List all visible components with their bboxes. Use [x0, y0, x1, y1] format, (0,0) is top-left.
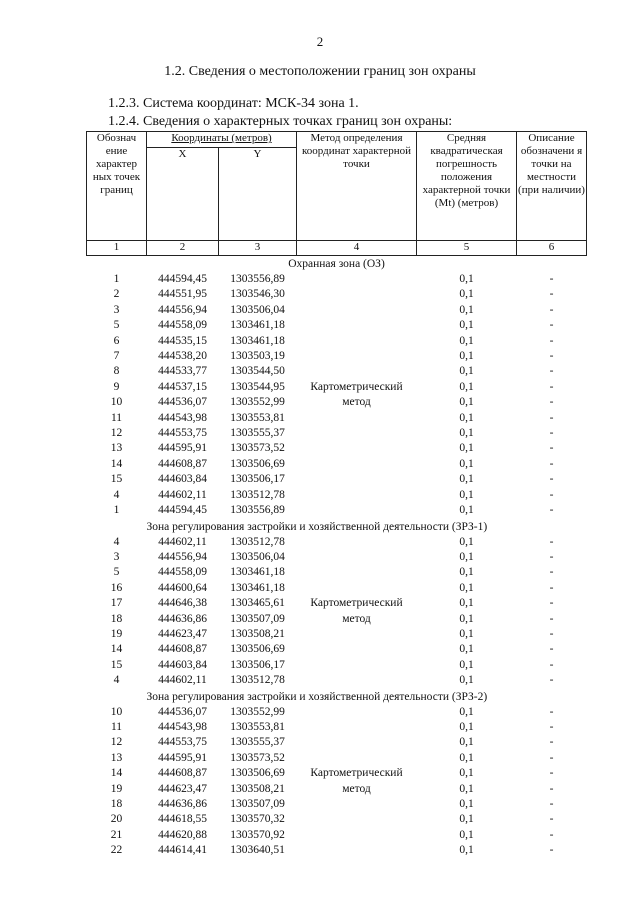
y-coordinate-cell: 1303544,50: [230, 365, 285, 378]
y-coordinate-cell: 1303507,09: [230, 612, 285, 625]
x-coordinate-cell: 444595,91: [158, 751, 207, 764]
error-cell: 0,1: [459, 273, 474, 285]
point-id-cell: 3: [113, 303, 120, 316]
y-coordinate-cell: 1303640,51: [230, 844, 285, 857]
error-cell: 0,1: [459, 488, 474, 501]
point-id-cell: 15: [110, 473, 123, 486]
point-id-cell: 14: [110, 457, 123, 470]
error-cell: 0,1: [459, 674, 474, 687]
error-cell: 0,1: [459, 535, 474, 548]
point-id-cell: 9: [113, 380, 120, 393]
error-cell: 0,1: [459, 658, 474, 671]
point-id-cell: 13: [110, 442, 123, 455]
zone-title-row: [87, 519, 587, 535]
y-coordinate-cell: 1303573,52: [230, 442, 285, 455]
header-method: Метод определения координат характерной точки: [297, 132, 417, 241]
point-id-cell: 13: [110, 751, 123, 764]
x-coordinate-cell: 444558,09: [158, 319, 207, 332]
point-id-cell: 19: [110, 782, 123, 795]
method-cell: Картометрический метод: [310, 380, 403, 409]
description-cell: -: [549, 380, 554, 393]
error-cell: 0,1: [459, 597, 474, 610]
point-id-cell: 12: [110, 736, 123, 749]
x-coordinate-cell: 444618,55: [158, 813, 207, 826]
x-coordinate-cell: 444623,47: [158, 627, 207, 640]
point-id-cell: 20: [110, 813, 123, 826]
description-cell: -: [549, 782, 554, 795]
zone-title-row: [87, 689, 587, 705]
point-id-cell: 15: [110, 658, 123, 671]
header-y: Y: [219, 148, 297, 241]
description-cell: -: [549, 705, 554, 718]
point-id-cell: 1: [113, 273, 120, 285]
point-id-cell: 7: [113, 350, 120, 363]
error-cell: 0,1: [459, 736, 474, 749]
y-coordinate-cell: 1303506,69: [230, 457, 285, 470]
y-coordinate-cell: 1303573,52: [230, 751, 285, 764]
y-coordinate-cell: 1303506,17: [230, 473, 285, 486]
zone-title: Зона регулирования застройки и хозяйственной деятельности (ЗРЗ-1): [146, 520, 488, 533]
y-coordinate-cell: 1303512,78: [230, 535, 285, 548]
error-cell: 0,1: [459, 782, 474, 795]
table-body: [87, 256, 587, 859]
description-cell: -: [549, 504, 554, 517]
description-cell: -: [549, 334, 554, 347]
error-cell: 0,1: [459, 380, 474, 393]
description-cell: -: [549, 396, 554, 409]
error-cell: 0,1: [459, 627, 474, 640]
error-cell: 0,1: [459, 550, 474, 563]
description-cell: -: [549, 350, 554, 363]
x-coordinate-cell: 444636,86: [158, 612, 207, 625]
x-coordinate-cell: 444538,20: [158, 350, 207, 363]
description-cell: -: [549, 597, 554, 610]
y-coordinate-cell: 1303553,81: [230, 411, 285, 424]
table-row: [87, 272, 587, 287]
y-coordinate-cell: 1303512,78: [230, 674, 285, 687]
y-coordinate-cell: 1303507,09: [230, 798, 285, 810]
section-title: 1.2. Сведения о местоположении границ зон охраны: [164, 64, 476, 79]
description-cell: -: [549, 488, 554, 501]
x-coordinate-cell: 444558,09: [158, 566, 207, 579]
point-id-cell: 3: [113, 550, 120, 563]
description-cell: -: [549, 658, 554, 671]
description-cell: -: [549, 473, 554, 486]
x-coordinate-cell: 444543,98: [158, 411, 207, 424]
point-id-cell: 10: [110, 705, 123, 718]
description-cell: -: [549, 643, 554, 656]
description-cell: -: [549, 566, 554, 579]
x-coordinate-cell: 444594,45: [158, 273, 207, 285]
x-coordinate-cell: 444608,87: [158, 457, 207, 470]
y-coordinate-cell: 1303506,17: [230, 658, 285, 671]
point-id-cell: 5: [113, 319, 120, 332]
x-coordinate-cell: 444536,07: [158, 705, 207, 718]
description-cell: -: [549, 288, 554, 301]
header-description: Описание обозначени я точки на местности (при наличии): [517, 132, 587, 241]
description-cell: -: [549, 813, 554, 826]
column-number: 2: [147, 241, 219, 256]
y-coordinate-cell: 1303506,69: [230, 643, 285, 656]
description-cell: -: [549, 627, 554, 640]
description-cell: -: [549, 736, 554, 749]
x-coordinate-cell: 444551,95: [158, 288, 207, 301]
y-coordinate-cell: 1303506,04: [230, 303, 285, 316]
y-coordinate-cell: 1303555,37: [230, 736, 285, 749]
description-cell: -: [549, 798, 554, 810]
y-coordinate-cell: 1303552,99: [230, 705, 285, 718]
point-id-cell: 11: [110, 720, 123, 733]
point-id-cell: 14: [110, 767, 123, 780]
description-cell: -: [549, 535, 554, 548]
error-cell: 0,1: [459, 303, 474, 316]
point-id-cell: 6: [113, 334, 120, 347]
y-coordinate-cell: 1303506,04: [230, 550, 285, 563]
error-cell: 0,1: [459, 581, 474, 594]
y-coordinate-cell: 1303544,95: [230, 380, 285, 393]
x-coordinate-cell: 444602,11: [158, 535, 207, 548]
x-coordinate-cell: 444608,87: [158, 643, 207, 656]
x-coordinate-cell: 444556,94: [158, 550, 207, 563]
y-coordinate-cell: 1303556,89: [230, 273, 285, 285]
point-id-cell: 14: [110, 643, 123, 656]
point-id-cell: 1: [113, 504, 120, 517]
error-cell: 0,1: [459, 504, 474, 517]
table-row: [87, 535, 587, 550]
point-id-cell: 8: [113, 365, 120, 378]
error-cell: 0,1: [459, 350, 474, 363]
description-cell: -: [549, 767, 554, 780]
x-coordinate-cell: 444543,98: [158, 720, 207, 733]
description-cell: -: [549, 427, 554, 440]
column-number: 3: [219, 241, 297, 256]
error-cell: 0,1: [459, 319, 474, 332]
zone-title-row: [87, 256, 587, 273]
method-cell: Картометрический метод: [310, 767, 403, 795]
zone-title: Зона регулирования застройки и хозяйственной деятельности (ЗРЗ-2): [146, 690, 488, 703]
error-cell: 0,1: [459, 288, 474, 301]
y-coordinate-cell: 1303546,30: [230, 288, 285, 301]
description-cell: -: [549, 457, 554, 470]
description-cell: -: [549, 319, 554, 332]
x-coordinate-cell: 444620,88: [158, 828, 207, 841]
error-cell: 0,1: [459, 705, 474, 718]
error-cell: 0,1: [459, 643, 474, 656]
x-coordinate-cell: 444595,91: [158, 442, 207, 455]
point-id-cell: 21: [110, 828, 123, 841]
x-coordinate-cell: 444533,77: [158, 365, 207, 378]
column-number: 6: [517, 241, 587, 256]
point-id-cell: 12: [110, 427, 123, 440]
x-coordinate-cell: 444536,07: [158, 396, 207, 409]
point-id-cell: 17: [110, 597, 123, 610]
error-cell: 0,1: [459, 411, 474, 424]
y-coordinate-cell: 1303570,32: [230, 813, 285, 826]
y-coordinate-cell: 1303461,18: [230, 566, 285, 579]
x-coordinate-cell: 444535,15: [158, 334, 207, 347]
y-coordinate-cell: 1303461,18: [230, 581, 285, 594]
error-cell: 0,1: [459, 566, 474, 579]
point-id-cell: 19: [110, 627, 123, 640]
x-coordinate-cell: 444614,41: [158, 844, 207, 857]
method-cell: Картометрический метод: [310, 597, 403, 625]
error-cell: 0,1: [459, 396, 474, 409]
x-coordinate-cell: 444636,86: [158, 798, 207, 810]
header-coordinates: Координаты (метров): [147, 132, 297, 148]
x-coordinate-cell: 444553,75: [158, 736, 207, 749]
error-cell: 0,1: [459, 767, 474, 780]
description-cell: -: [549, 751, 554, 764]
column-number: 4: [297, 241, 417, 256]
x-coordinate-cell: 444556,94: [158, 303, 207, 316]
error-cell: 0,1: [459, 473, 474, 486]
error-cell: 0,1: [459, 442, 474, 455]
x-coordinate-cell: 444623,47: [158, 782, 207, 795]
point-id-cell: 10: [110, 396, 123, 409]
x-coordinate-cell: 444553,75: [158, 427, 207, 440]
description-cell: -: [549, 442, 554, 455]
description-cell: -: [549, 273, 554, 285]
error-cell: 0,1: [459, 751, 474, 764]
description-cell: -: [549, 411, 554, 424]
point-id-cell: 4: [113, 488, 120, 501]
coordinate-system-line: 1.2.3. Система координат: МСК-34 зона 1.: [108, 96, 359, 111]
x-coordinate-cell: 444602,11: [158, 488, 207, 501]
description-cell: -: [549, 612, 554, 625]
error-cell: 0,1: [459, 828, 474, 841]
y-coordinate-cell: 1303556,89: [230, 504, 285, 517]
description-cell: -: [549, 550, 554, 563]
point-id-cell: 5: [113, 566, 120, 579]
x-coordinate-cell: 444603,84: [158, 658, 207, 671]
y-coordinate-cell: 1303465,61: [230, 597, 285, 610]
x-coordinate-cell: 444646,38: [158, 597, 207, 610]
y-coordinate-cell: 1303552,99: [230, 396, 285, 409]
y-coordinate-cell: 1303570,92: [230, 828, 285, 841]
y-coordinate-cell: 1303461,18: [230, 334, 285, 347]
zone-title: Охранная зона (ОЗ): [288, 258, 385, 270]
error-cell: 0,1: [459, 365, 474, 378]
y-coordinate-cell: 1303508,21: [230, 782, 285, 795]
header-error: Средняя квадратическая погрешность положения характерной точки (Mt) (метров): [417, 132, 517, 241]
y-coordinate-cell: 1303512,78: [230, 488, 285, 501]
x-coordinate-cell: 444537,15: [158, 380, 207, 393]
error-cell: 0,1: [459, 334, 474, 347]
point-id-cell: 2: [113, 288, 120, 301]
column-number: 5: [417, 241, 517, 256]
page-number: 2: [316, 34, 324, 49]
description-cell: -: [549, 720, 554, 733]
description-cell: -: [549, 828, 554, 841]
point-id-cell: 18: [110, 798, 123, 810]
x-coordinate-cell: 444594,45: [158, 504, 207, 517]
points-info-line: 1.2.4. Сведения о характерных точках границ зон охраны:: [108, 114, 453, 129]
error-cell: 0,1: [459, 457, 474, 470]
description-cell: -: [549, 674, 554, 687]
error-cell: 0,1: [459, 720, 474, 733]
point-id-cell: 4: [113, 535, 120, 548]
y-coordinate-cell: 1303553,81: [230, 720, 285, 733]
error-cell: 0,1: [459, 427, 474, 440]
error-cell: 0,1: [459, 798, 474, 810]
table-row: [87, 705, 587, 720]
y-coordinate-cell: 1303503,19: [230, 350, 285, 363]
y-coordinate-cell: 1303506,69: [230, 767, 285, 780]
header-x: X: [147, 148, 219, 241]
header-point: Обознач ение характер ных точек границ: [87, 132, 147, 241]
description-cell: -: [549, 581, 554, 594]
y-coordinate-cell: 1303508,21: [230, 627, 285, 640]
description-cell: -: [549, 844, 554, 857]
x-coordinate-cell: 444600,64: [158, 581, 207, 594]
point-id-cell: 16: [110, 581, 123, 594]
description-cell: -: [549, 303, 554, 316]
x-coordinate-cell: 444602,11: [158, 674, 207, 687]
y-coordinate-cell: 1303555,37: [230, 427, 285, 440]
error-cell: 0,1: [459, 612, 474, 625]
point-id-cell: 4: [113, 674, 120, 687]
x-coordinate-cell: 444603,84: [158, 473, 207, 486]
column-number: 1: [87, 241, 147, 256]
boundary-points-table: [86, 131, 587, 859]
error-cell: 0,1: [459, 844, 474, 857]
point-id-cell: 11: [110, 411, 123, 424]
y-coordinate-cell: 1303461,18: [230, 319, 285, 332]
error-cell: 0,1: [459, 813, 474, 826]
point-id-cell: 22: [110, 844, 123, 857]
x-coordinate-cell: 444608,87: [158, 767, 207, 780]
description-cell: -: [549, 365, 554, 378]
point-id-cell: 18: [110, 612, 123, 625]
